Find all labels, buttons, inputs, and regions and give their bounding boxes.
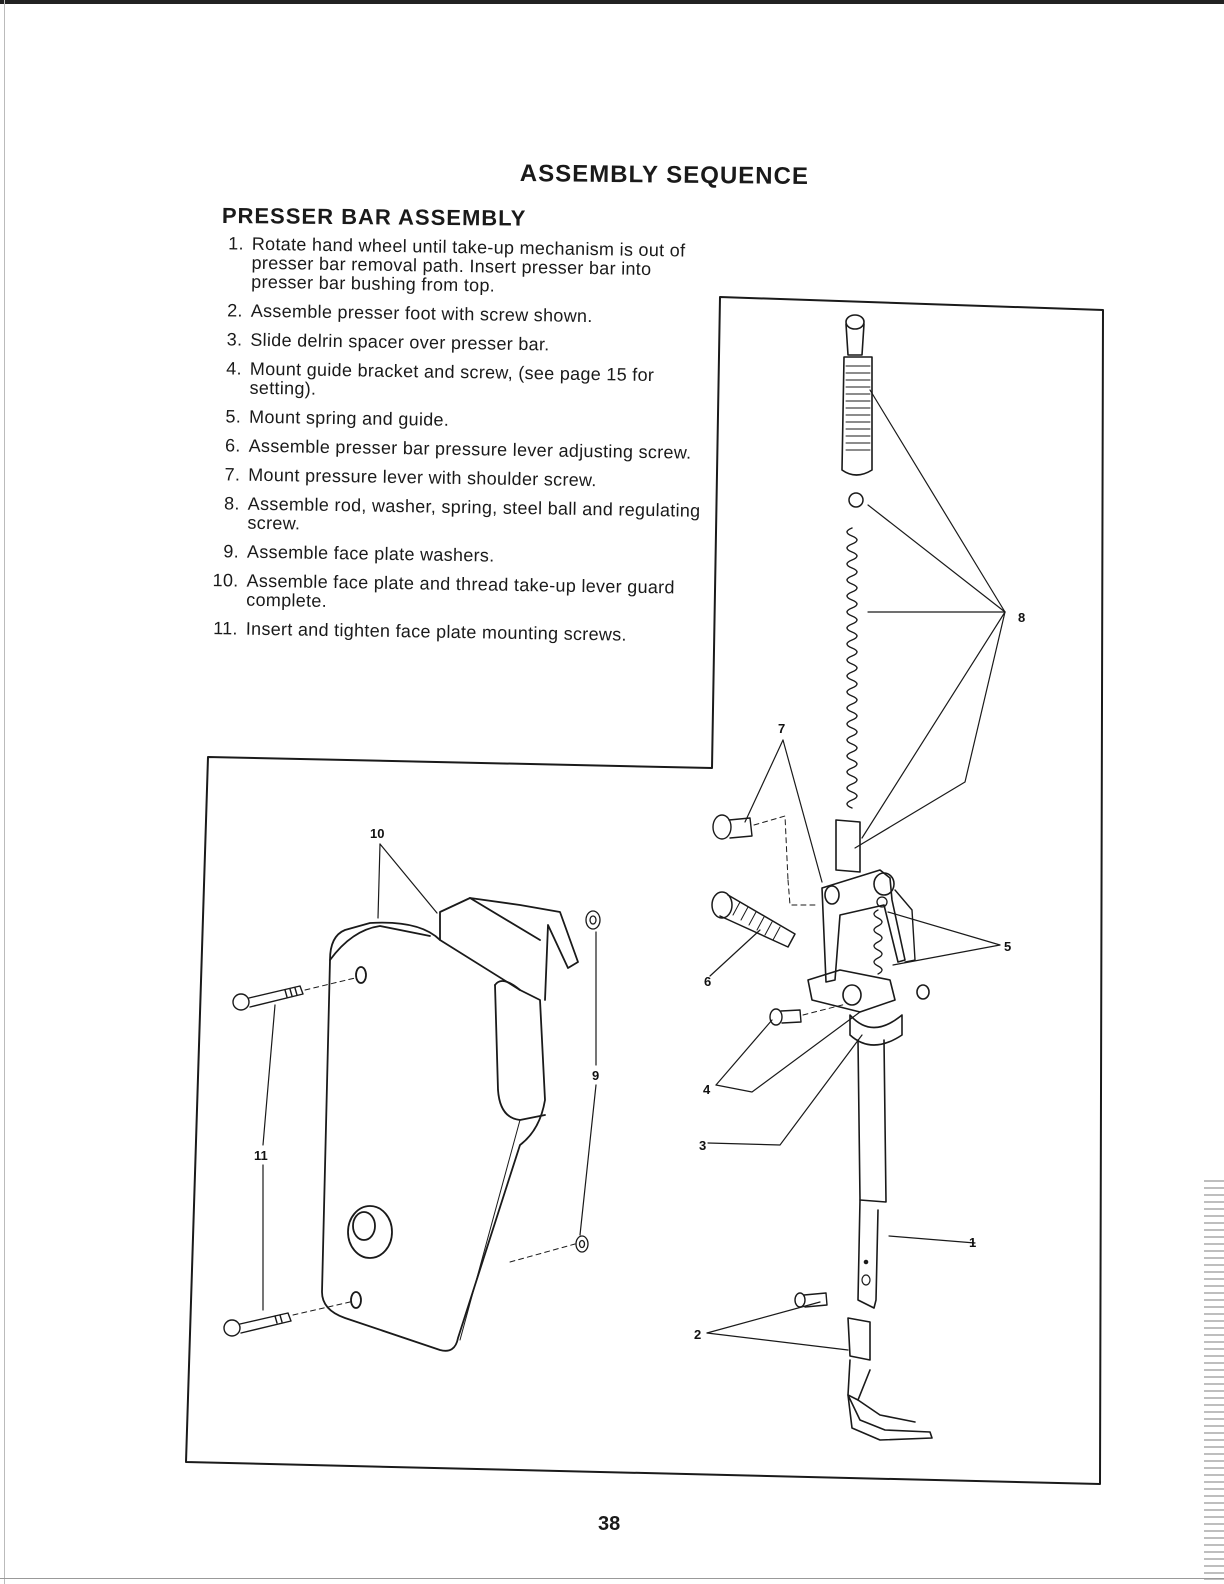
face-plate [322,898,578,1351]
callout-7: 7 [778,721,786,736]
step-number: 10. [212,570,239,591]
regulating-screw [842,315,872,475]
page-number: 38 [598,1513,621,1535]
step-number: 8. [223,493,240,514]
face-plate-screws [224,978,355,1336]
step-number: 6. [224,435,241,456]
callout-11: 11 [254,1148,268,1163]
step-text: Slide delrin spacer over presser bar. [250,329,550,355]
scan-edge-noise [1204,1180,1224,1580]
callout-3: 3 [699,1138,707,1153]
callout-6: 6 [704,974,712,989]
page-title: ASSEMBLY SEQUENCE [519,160,810,191]
pressure-spring [847,528,857,808]
callout-5: 5 [1004,939,1012,954]
step-text: Mount spring and guide. [248,406,450,430]
callout-10: 10 [370,826,385,841]
step-text: Assemble face plate and thread take-up lever guard complete. [246,570,675,611]
step-text: Assemble rod, washer, spring, steel ball and regulating screw. [247,493,701,534]
step-text: Assemble presser foot with screw shown. [250,300,593,327]
step-number: 5. [225,406,242,427]
callout-4: 4 [703,1082,711,1097]
step-text: Assemble presser bar pressure lever adjusting screw. [248,435,692,463]
figure-frame [186,297,1103,1484]
section-title: PRESSER BAR ASSEMBLY [221,203,527,231]
step-text: Insert and tighten face plate mounting screws. [245,618,627,645]
step-number: 3. [226,329,243,350]
step-number: 1. [228,233,245,254]
step-number: 2. [227,300,243,321]
adjusting-screw [712,892,795,947]
step-text: Rotate hand wheel until take-up mechanism is out of presser bar removal path. Insert presser bar into presser bar bushing from top. [251,233,686,296]
pressure-lever [822,870,915,982]
step-text: Mount guide bracket and screw, (see page 15 for setting). [249,358,655,399]
callout-2: 2 [694,1327,702,1342]
step-number: 9. [223,541,240,562]
face-plate-washers [510,911,600,1262]
callout-8: 8 [1018,610,1026,625]
callout-9: 9 [592,1068,600,1083]
steel-ball [849,493,863,507]
step-number: 11. [213,618,238,639]
step-number: 7. [224,464,241,485]
guide-bracket-screw [770,1004,846,1025]
step-text: Assemble face plate washers. [246,541,495,566]
step-number: 4. [226,358,243,379]
callout-1: 1 [969,1235,977,1250]
presser-foot [848,1318,932,1440]
step-text: Mount pressure lever with shoulder screw. [248,464,597,491]
shoulder-screw [713,815,818,905]
